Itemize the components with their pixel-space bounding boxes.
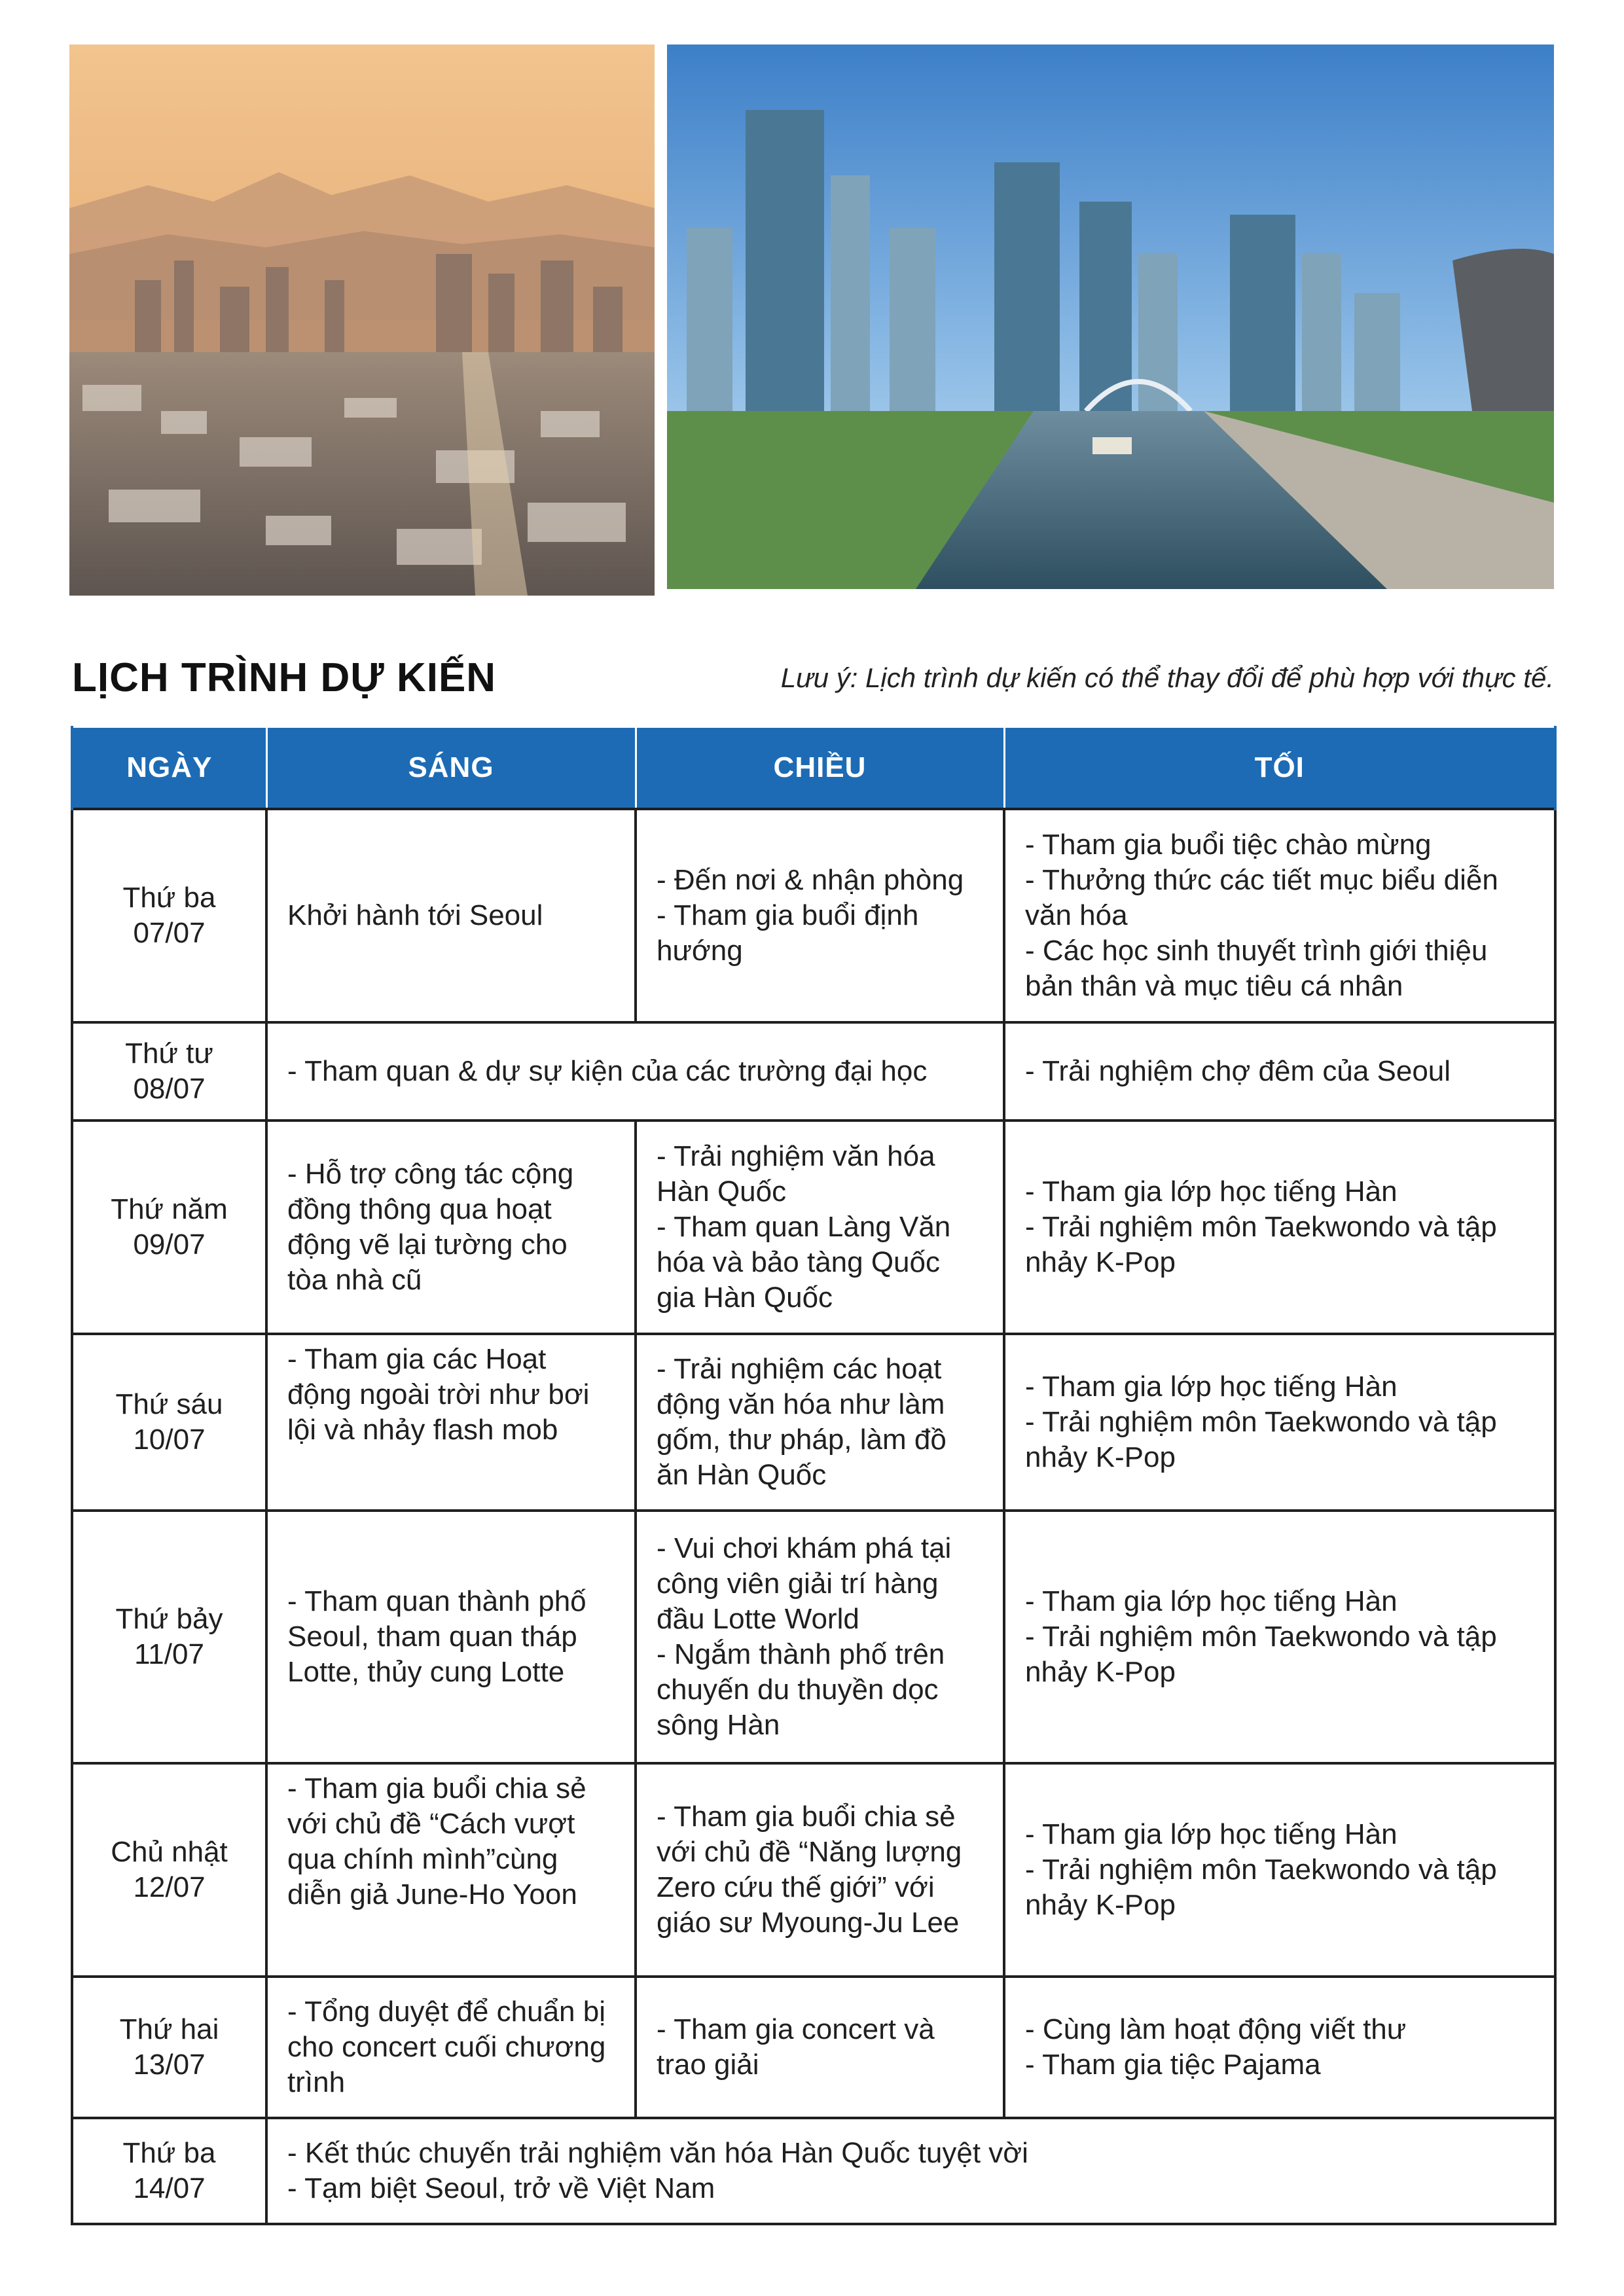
schedule-table — [71, 726, 1557, 2225]
weekday: Thứ sáu — [115, 1388, 223, 1420]
weekday: Thứ bảy — [115, 1603, 223, 1635]
activity: - Tham gia lớp học tiếng Hàn — [1025, 1818, 1398, 1850]
activity: - Ngắm thành phố trên chuyến du thuyền dọc sông Hàn — [657, 1638, 945, 1741]
date: 09/07 — [133, 1229, 206, 1261]
activity: Khởi hành tới Seoul — [287, 899, 543, 931]
day-cell — [72, 1022, 266, 1121]
table-row — [72, 1977, 1555, 2118]
morning-cell — [266, 809, 636, 1022]
header-evening: TỐI — [1004, 727, 1555, 810]
page-title: LỊCH TRÌNH DỰ KIẾN — [72, 655, 497, 700]
activity: - Tham quan & dự sự kiện của các trường đại học — [287, 1055, 928, 1087]
header-afternoon: CHIỀU — [636, 727, 1004, 810]
songdo-canal-photo — [667, 45, 1554, 589]
header-morning: SÁNG — [266, 727, 636, 810]
evening-cell — [1004, 1511, 1555, 1763]
full-day-cell — [266, 2118, 1555, 2224]
date: 10/07 — [133, 1424, 206, 1456]
seoul-cityscape-photo — [69, 45, 655, 596]
date: 07/07 — [133, 917, 206, 949]
activity: - Tổng duyệt để chuẩn bị cho concert cuối chương trình — [287, 1996, 606, 2098]
activity: - Trải nghiệm môn Taekwondo và tập nhảy K-Pop — [1025, 1621, 1497, 1688]
activity: - Các học sinh thuyết trình giới thiệu bản thân và mục tiêu cá nhân — [1025, 935, 1488, 1002]
day-cell — [72, 2118, 266, 2224]
table-row — [72, 1334, 1555, 1511]
table-row — [72, 2118, 1555, 2224]
activity: - Cùng làm hoạt động viết thư — [1025, 2013, 1407, 2045]
activity: - Vui chơi khám phá tại công viên giải trí hàng đầu Lotte World — [657, 1532, 952, 1635]
schedule-note: Lưu ý: Lịch trình dự kiến có thể thay đổi để phù hợp với thực tế. — [780, 662, 1554, 693]
table-row — [72, 1511, 1555, 1763]
table-row — [72, 1121, 1555, 1334]
morning-cell — [266, 1121, 636, 1334]
activity: - Trải nghiệm chợ đêm của Seoul — [1025, 1055, 1451, 1087]
activity: - Tạm biệt Seoul, trở về Việt Nam — [287, 2172, 715, 2204]
activity: - Tham quan thành phố Seoul, tham quan tháp Lotte, thủy cung Lotte — [287, 1585, 586, 1688]
evening-cell — [1004, 1022, 1555, 1121]
day-cell — [72, 1511, 266, 1763]
afternoon-cell — [636, 1977, 1004, 2118]
afternoon-cell — [636, 1763, 1004, 1977]
weekday: Chủ nhật — [111, 1836, 228, 1868]
activity: - Tham gia concert và trao giải — [657, 2013, 935, 2081]
day-cell — [72, 1763, 266, 1977]
evening-cell — [1004, 1334, 1555, 1511]
date: 11/07 — [134, 1638, 204, 1670]
table-header-row — [72, 727, 1555, 810]
weekday: Thứ hai — [119, 2013, 219, 2045]
afternoon-cell — [636, 1121, 1004, 1334]
weekday: Thứ năm — [111, 1193, 228, 1225]
evening-cell — [1004, 1121, 1555, 1334]
afternoon-cell — [636, 1511, 1004, 1763]
activity: - Tham gia buổi tiệc chào mừng — [1025, 829, 1432, 861]
weekday: Thứ tư — [125, 1037, 213, 1069]
table-row — [72, 1022, 1555, 1121]
activity: - Trải nghiệm môn Taekwondo và tập nhảy K-Pop — [1025, 1211, 1497, 1278]
day-cell — [72, 809, 266, 1022]
day-cell — [72, 1334, 266, 1511]
date: 08/07 — [133, 1073, 206, 1105]
activity: - Tham gia lớp học tiếng Hàn — [1025, 1175, 1398, 1208]
table-row — [72, 809, 1555, 1022]
activity: - Tham gia buổi chia sẻ với chủ đề “Cách vượt qua chính mình”cùng diễn giả June-Ho Yoon — [287, 1772, 586, 1910]
activity: - Trải nghiệm môn Taekwondo và tập nhảy K-Pop — [1025, 1854, 1497, 1921]
weekday: Thứ ba — [122, 2137, 216, 2169]
day-cell — [72, 1121, 266, 1334]
activity: - Trải nghiệm văn hóa Hàn Quốc — [657, 1140, 935, 1208]
date: 13/07 — [133, 2049, 206, 2081]
activity: - Đến nơi & nhận phòng — [657, 864, 964, 896]
activity: - Trải nghiệm môn Taekwondo và tập nhảy K-Pop — [1025, 1406, 1497, 1473]
activity: - Trải nghiệm các hoạt động văn hóa như làm gốm, thư pháp, làm đồ ăn Hàn Quốc — [657, 1353, 947, 1491]
evening-cell — [1004, 1763, 1555, 1977]
date: 12/07 — [133, 1871, 206, 1903]
table-row — [72, 1763, 1555, 1977]
activity: - Tham quan Làng Văn hóa và bảo tàng Quốc gia Hàn Quốc — [657, 1211, 951, 1314]
morning-cell — [266, 1763, 636, 1977]
activity: - Tham gia lớp học tiếng Hàn — [1025, 1585, 1398, 1617]
evening-cell — [1004, 809, 1555, 1022]
morning-cell — [266, 1511, 636, 1763]
activity: - Tham gia các Hoạt động ngoài trời như bơi lội và nhảy flash mob — [287, 1343, 590, 1446]
day-cell — [72, 1977, 266, 2118]
afternoon-cell — [636, 1334, 1004, 1511]
activity: - Tham gia lớp học tiếng Hàn — [1025, 1371, 1398, 1403]
activity: - Tham gia buổi định hướng — [657, 899, 919, 967]
activity: - Tham gia tiệc Pajama — [1025, 2049, 1321, 2081]
date: 14/07 — [133, 2172, 206, 2204]
morning-afternoon-cell — [266, 1022, 1004, 1121]
morning-cell — [266, 1334, 636, 1511]
activity: - Kết thúc chuyến trải nghiệm văn hóa Hàn Quốc tuyệt vời — [287, 2137, 1028, 2169]
afternoon-cell — [636, 809, 1004, 1022]
morning-cell — [266, 1977, 636, 2118]
weekday: Thứ ba — [122, 882, 216, 914]
activity: - Tham gia buổi chia sẻ với chủ đề “Năng lượng Zero cứu thế giới” với giáo sư Myoung-Ju Lee — [657, 1801, 962, 1939]
evening-cell — [1004, 1977, 1555, 2118]
activity: - Thưởng thức các tiết mục biểu diễn văn hóa — [1025, 864, 1498, 931]
activity: - Hỗ trợ công tác cộng đồng thông qua hoạt động vẽ lại tường cho tòa nhà cũ — [287, 1158, 574, 1296]
header-day: NGÀY — [72, 727, 266, 810]
